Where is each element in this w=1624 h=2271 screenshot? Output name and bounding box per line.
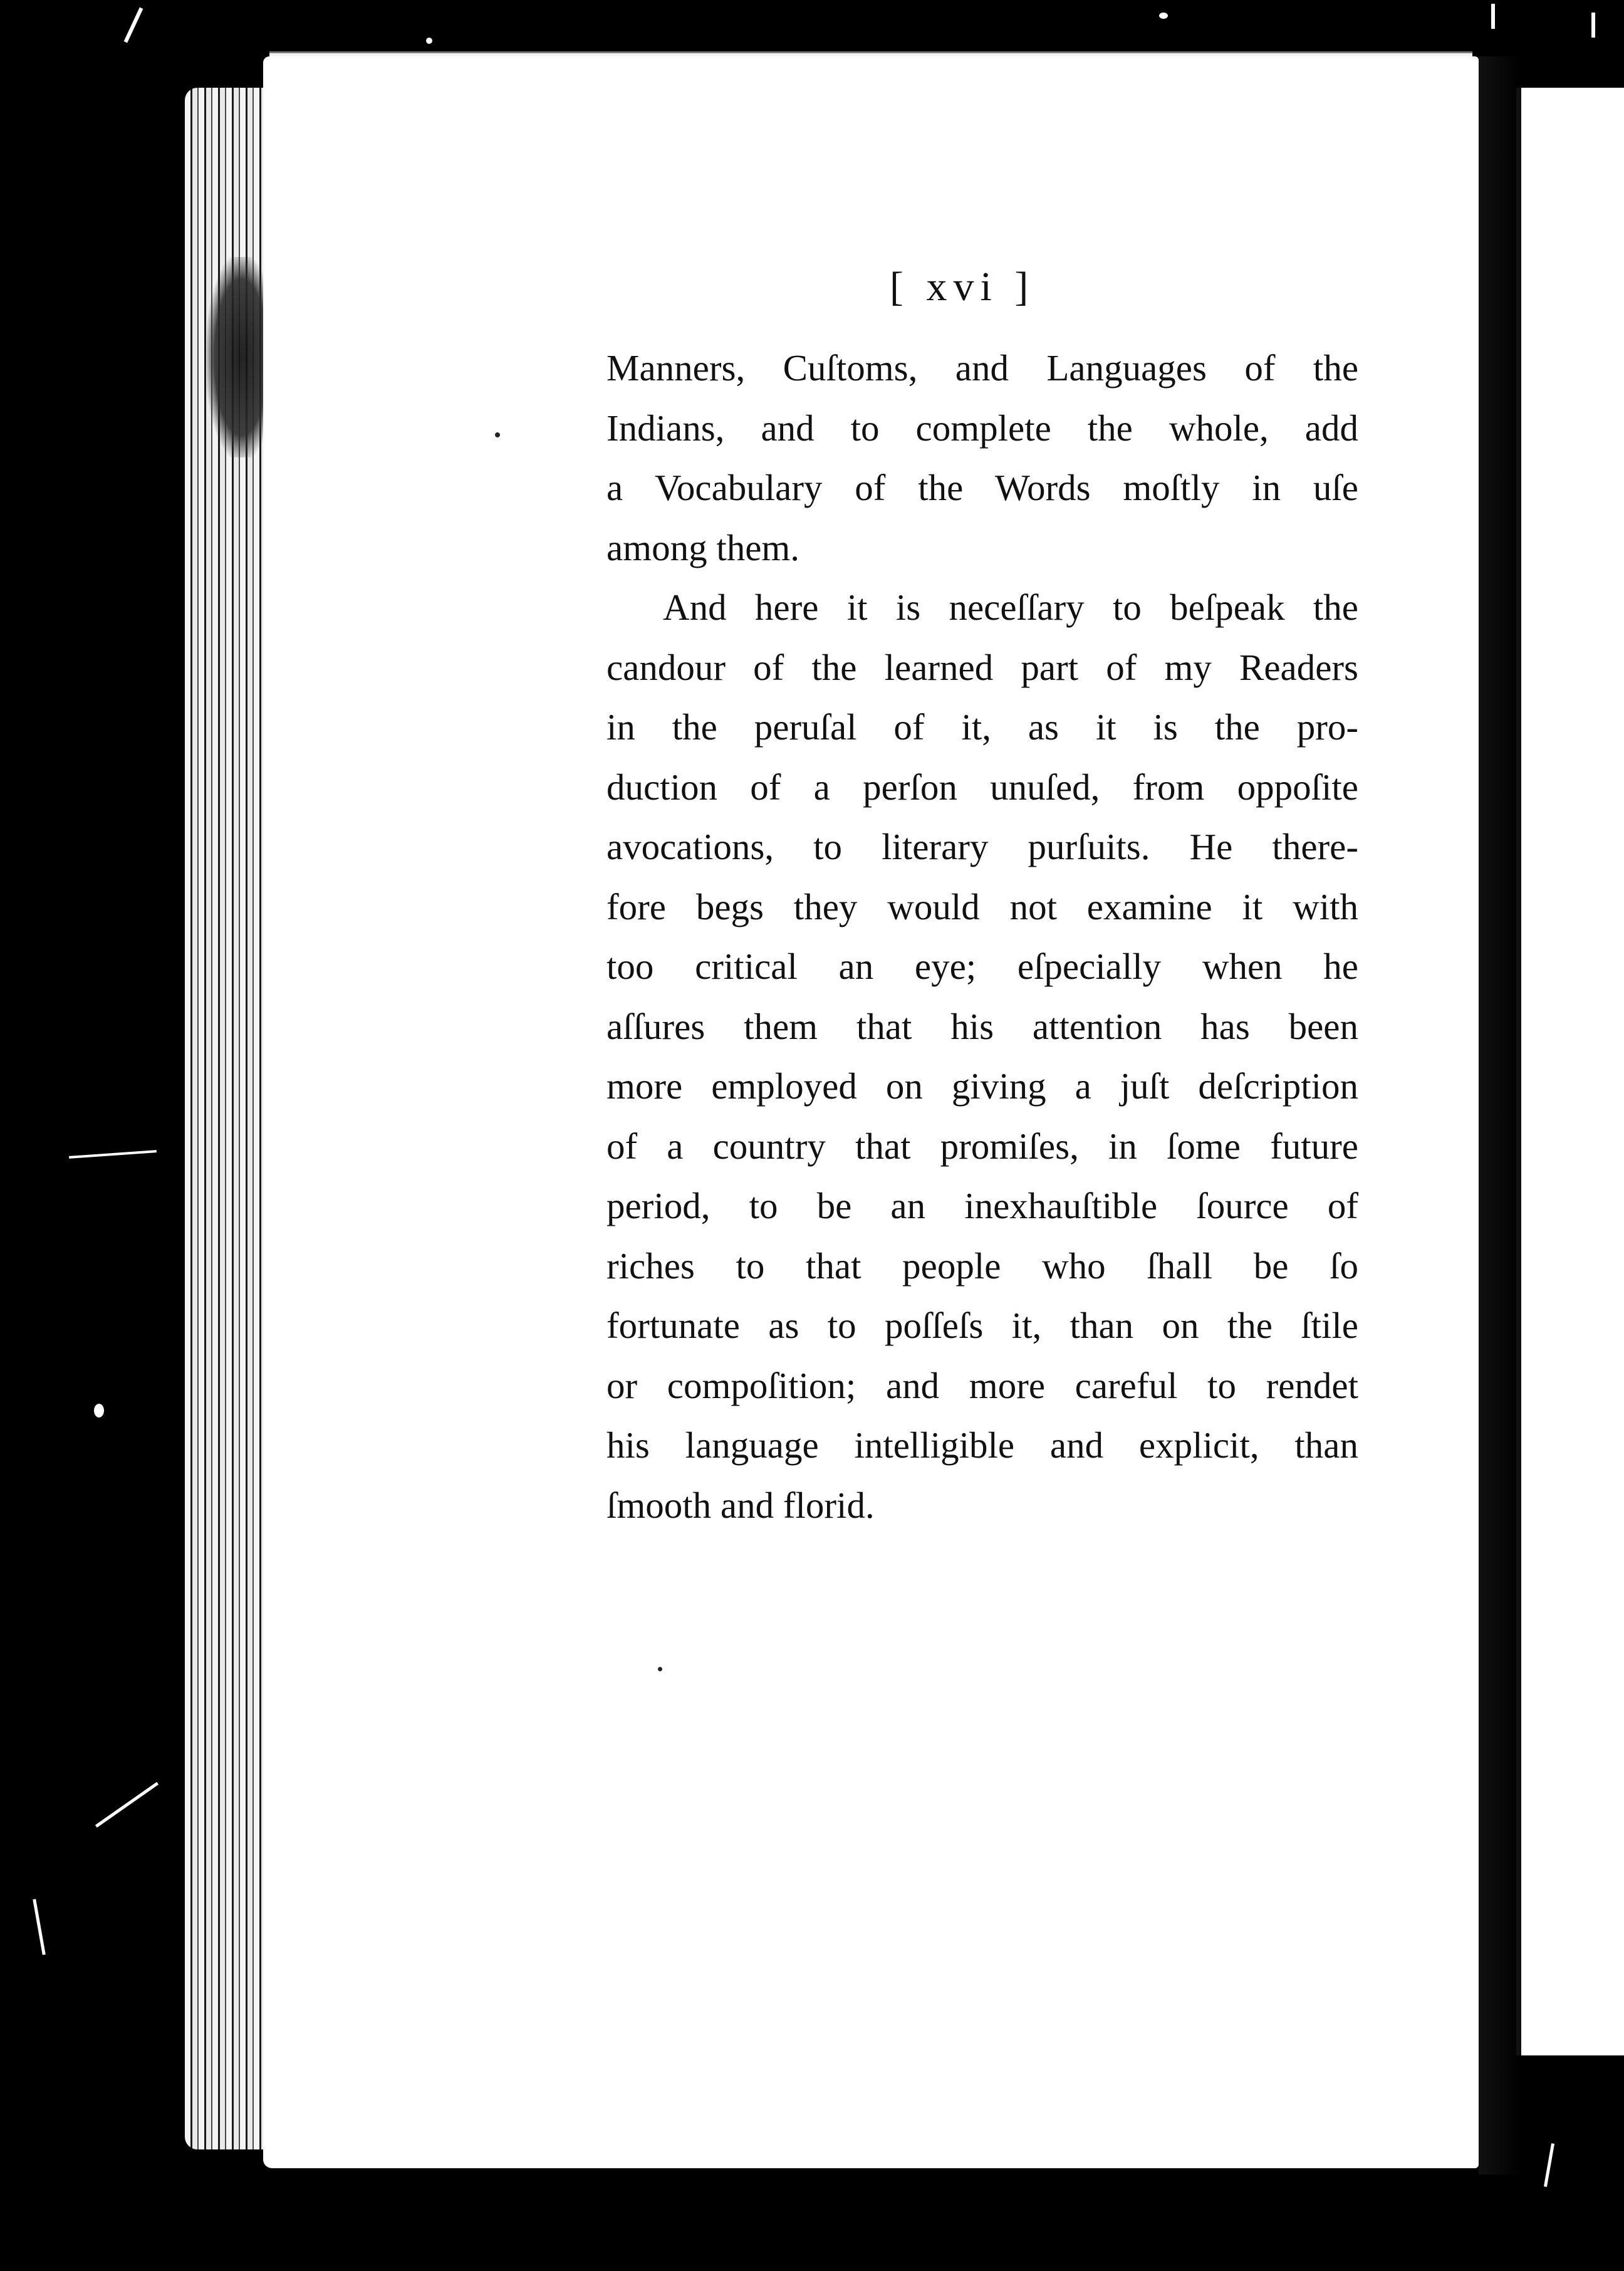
text-line: his language intelligible and explicit, than bbox=[606, 1424, 1358, 1466]
paragraph-2 bbox=[606, 578, 1358, 1535]
text-line: fore begs they would not examine it with bbox=[606, 885, 1358, 927]
text-line: too critical an eye; eſpecially when he bbox=[606, 946, 1358, 987]
scan-artifact bbox=[1544, 2143, 1554, 2187]
scan-artifact bbox=[124, 8, 143, 43]
text-line: aſſures them that his attention has been bbox=[606, 1005, 1358, 1047]
text-line: And here it is neceſſary to beſpeak the bbox=[663, 587, 1358, 628]
text-line: Indians, and to complete the whole, add bbox=[606, 407, 1358, 449]
facing-page-edge bbox=[1516, 88, 1624, 2055]
text-line: duction of a perſon unuſed, from oppoſite bbox=[606, 766, 1358, 808]
text-line: more employed on giving a juſt deſcription bbox=[606, 1065, 1358, 1107]
scan-artifact bbox=[1159, 13, 1168, 19]
scan-artifact bbox=[95, 1782, 159, 1828]
text-line: candour of the learned part of my Readers bbox=[606, 646, 1358, 688]
text-line: among them. bbox=[606, 526, 800, 568]
scan-artifact bbox=[33, 1899, 46, 1955]
text-line: of a country that promiſes, in ſome future bbox=[606, 1125, 1358, 1167]
text-line: a Vocabulary of the Words moſtly in uſe bbox=[606, 467, 1358, 508]
text-line: or compoſition; and more careful to rendet bbox=[606, 1364, 1358, 1406]
page-body bbox=[606, 338, 1358, 1535]
text-line: ſmooth and florid. bbox=[606, 1484, 875, 1526]
scan-artifact bbox=[658, 1667, 662, 1671]
page-number: [ xvi ] bbox=[890, 264, 1035, 310]
paragraph-1 bbox=[606, 338, 1358, 578]
text-line: fortunate as to poſſeſs it, than on the ſtile bbox=[606, 1305, 1358, 1346]
text-line: period, to be an inexhauſtible ſource of bbox=[606, 1185, 1358, 1226]
text-line: riches to that people who ſhall be ſo bbox=[606, 1245, 1358, 1287]
scan-artifact bbox=[1591, 13, 1595, 38]
text-line: Manners, Cuſtoms, and Languages of the bbox=[606, 347, 1358, 389]
scan-artifact bbox=[69, 1150, 157, 1159]
text-line: in the peruſal of it, as it is the pro- bbox=[606, 706, 1358, 748]
scan-artifact bbox=[94, 1404, 104, 1417]
scan-artifact bbox=[495, 432, 500, 437]
scan-artifact bbox=[426, 38, 432, 44]
scan-artifact bbox=[1491, 4, 1495, 29]
text-line: avocations, to literary purſuits. He there- bbox=[606, 826, 1358, 867]
